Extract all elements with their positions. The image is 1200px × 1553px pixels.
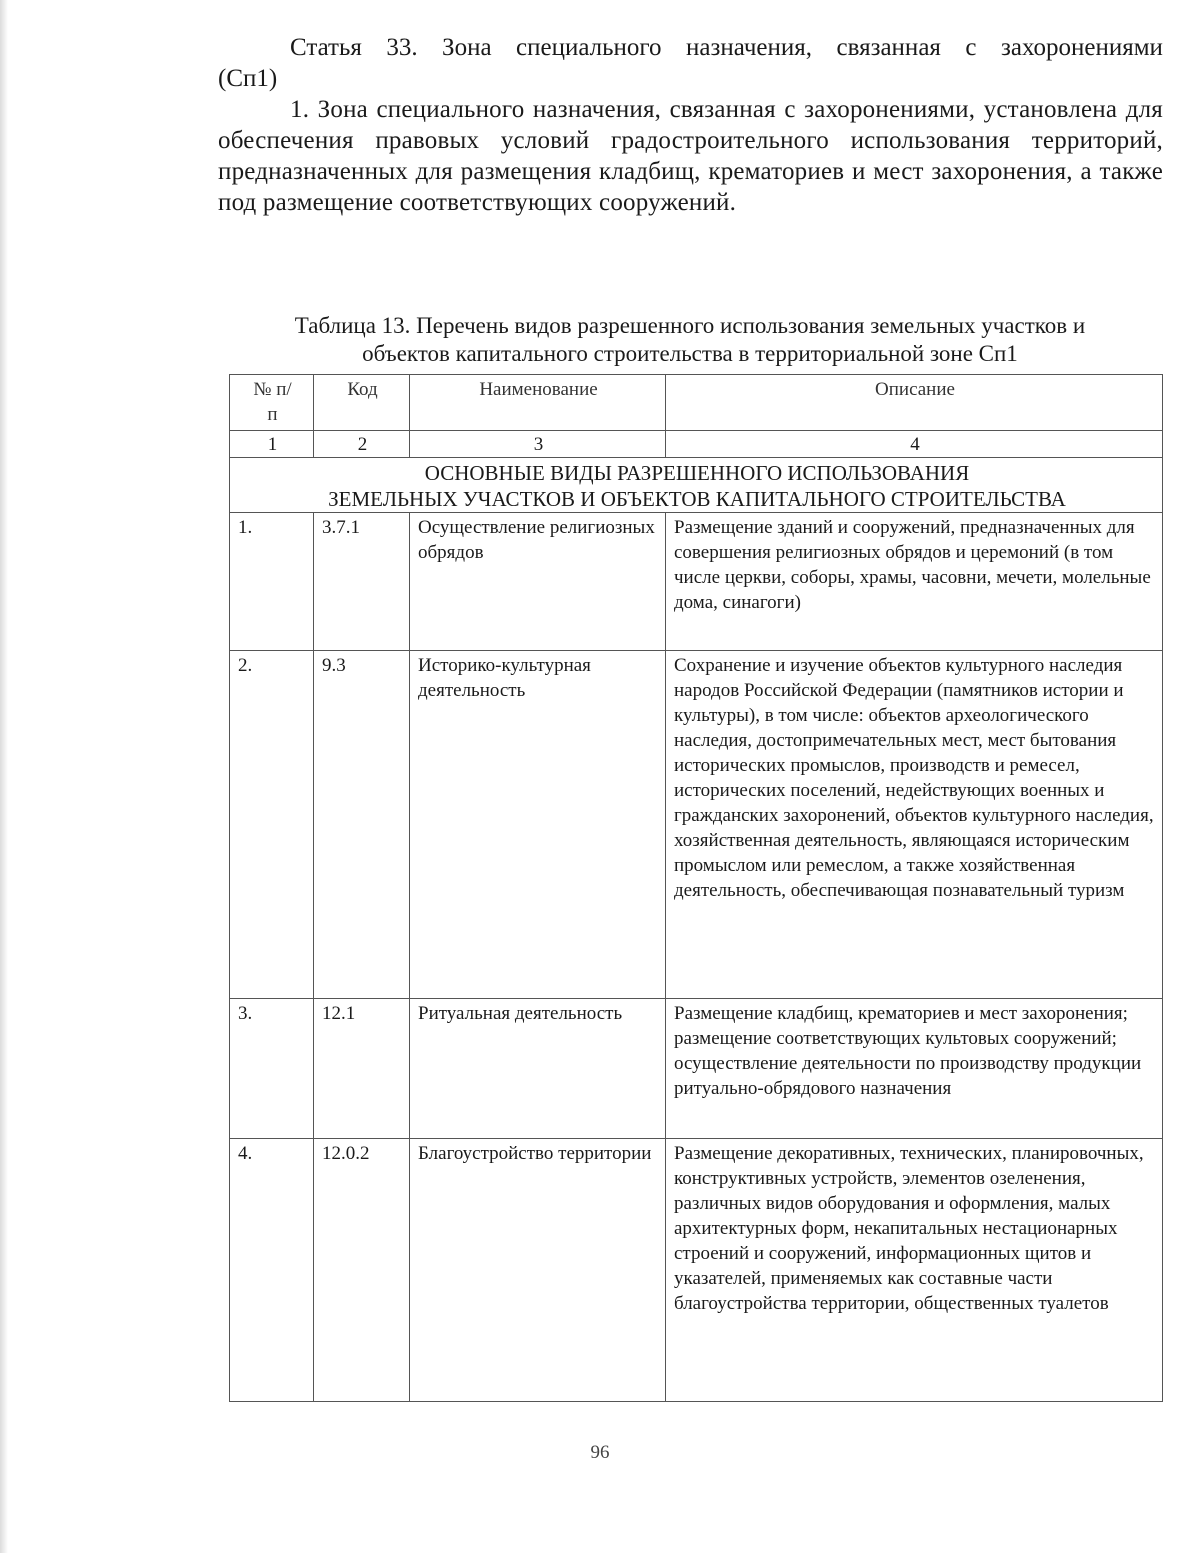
table-row bbox=[230, 513, 1163, 651]
row-description: Размещение кладбищ, крематориев и мест захоронения; размещение соответствующих культовых сооружений; осуществление деятельности по производству продукции ритуально-обрядового назначения bbox=[666, 999, 1163, 1139]
row-name: Историко-культурная деятельность bbox=[410, 651, 666, 999]
row-code: 12.0.2 bbox=[314, 1139, 410, 1402]
row-code: 12.1 bbox=[314, 999, 410, 1139]
page-number: 96 bbox=[590, 1442, 610, 1463]
table-row bbox=[230, 1139, 1163, 1402]
section-header bbox=[230, 458, 1163, 513]
table-row bbox=[230, 999, 1163, 1139]
title-word: с bbox=[965, 34, 977, 61]
table-caption-line1: Таблица 13. Перечень видов разрешенного использования земельных участков и bbox=[294, 313, 1086, 338]
column-number-row bbox=[230, 431, 1163, 458]
title-word: 33. bbox=[386, 34, 418, 61]
title-word: Зона bbox=[442, 34, 492, 61]
article-title-line1 bbox=[218, 32, 1163, 63]
table-row bbox=[230, 651, 1163, 999]
title-word: специального bbox=[516, 34, 662, 61]
column-number: 3 bbox=[410, 431, 666, 458]
header-description: Описание bbox=[666, 375, 1163, 431]
title-word: захоронениями bbox=[1000, 34, 1163, 61]
title-word: назначения, bbox=[686, 34, 813, 61]
row-num: 3. bbox=[230, 999, 314, 1139]
scan-left-edge bbox=[0, 0, 8, 1553]
article-paragraph-text: 1. Зона специального назначения, связанная с захоронениями, установлена для обеспечения правовых условий градостроительного использования территорий, предназначенных для размещения кладбищ, крематориев и мест захоронения, а также под размещение соответствующих сооружений. bbox=[218, 96, 1163, 216]
header-code: Код bbox=[314, 375, 410, 431]
row-description: Размещение декоративных, технических, планировочных, конструктивных устройств, элементов озеленения, различных видов оборудования и оформления, малых архитектурных форм, некапитальных нестационарных строений и сооружений, информационных щитов и указателей, применяемых как составные части благоустройства территории, общественных туалетов bbox=[666, 1139, 1163, 1402]
table-caption-line2: объектов капитального строительства в территориальной зоне Сп1 bbox=[362, 341, 1018, 366]
column-number: 4 bbox=[666, 431, 1163, 458]
title-word: Статья bbox=[290, 34, 362, 61]
row-description: Сохранение и изучение объектов культурного наследия народов Российской Федерации (памятников истории и культуры), в том числе: объектов археологического наследия, достопримечательных мест, мест бытования исторических промыслов, производств и ремесел, исторических поселений, недействующих военных и гражданских захоронений, объектов культурного наследия, хозяйственная деятельность, являющаяся историческим промыслом или ремеслом, а также хозяйственная деятельность, обеспечивающая познавательный туризм bbox=[666, 651, 1163, 999]
header-name: Наименование bbox=[410, 375, 666, 431]
title-word: связанная bbox=[836, 34, 941, 61]
row-description: Размещение зданий и сооружений, предназначенных для совершения религиозных обрядов и церемоний (в том числе церкви, соборы, храмы, часовни, мечети, молельные дома, синагоги) bbox=[666, 513, 1163, 651]
section-header-line2: ЗЕМЕЛЬНЫХ УЧАСТКОВ И ОБЪЕКТОВ КАПИТАЛЬНОГО СТРОИТЕЛЬСТВА bbox=[328, 487, 1066, 511]
section-header-line1: ОСНОВНЫЕ ВИДЫ РАЗРЕШЕННОГО ИСПОЛЬЗОВАНИЯ bbox=[424, 461, 970, 485]
row-num: 1. bbox=[230, 513, 314, 651]
article-title bbox=[218, 32, 1163, 94]
row-name: Благоустройство территории bbox=[410, 1139, 666, 1402]
row-code: 9.3 bbox=[314, 651, 410, 999]
column-number: 2 bbox=[314, 431, 410, 458]
column-number: 1 bbox=[230, 431, 314, 458]
row-code: 3.7.1 bbox=[314, 513, 410, 651]
article-paragraph bbox=[218, 94, 1163, 218]
table-header-row bbox=[230, 375, 1163, 431]
header-num: № п/п bbox=[230, 375, 314, 431]
article-title-line2: (Сп1) bbox=[218, 65, 278, 92]
row-num: 4. bbox=[230, 1139, 314, 1402]
row-name: Осуществление религиозных обрядов bbox=[410, 513, 666, 651]
row-name: Ритуальная деятельность bbox=[410, 999, 666, 1139]
section-header-row bbox=[230, 458, 1163, 513]
permitted-uses-table bbox=[229, 374, 1163, 1402]
table-caption bbox=[215, 312, 1165, 368]
row-num: 2. bbox=[230, 651, 314, 999]
